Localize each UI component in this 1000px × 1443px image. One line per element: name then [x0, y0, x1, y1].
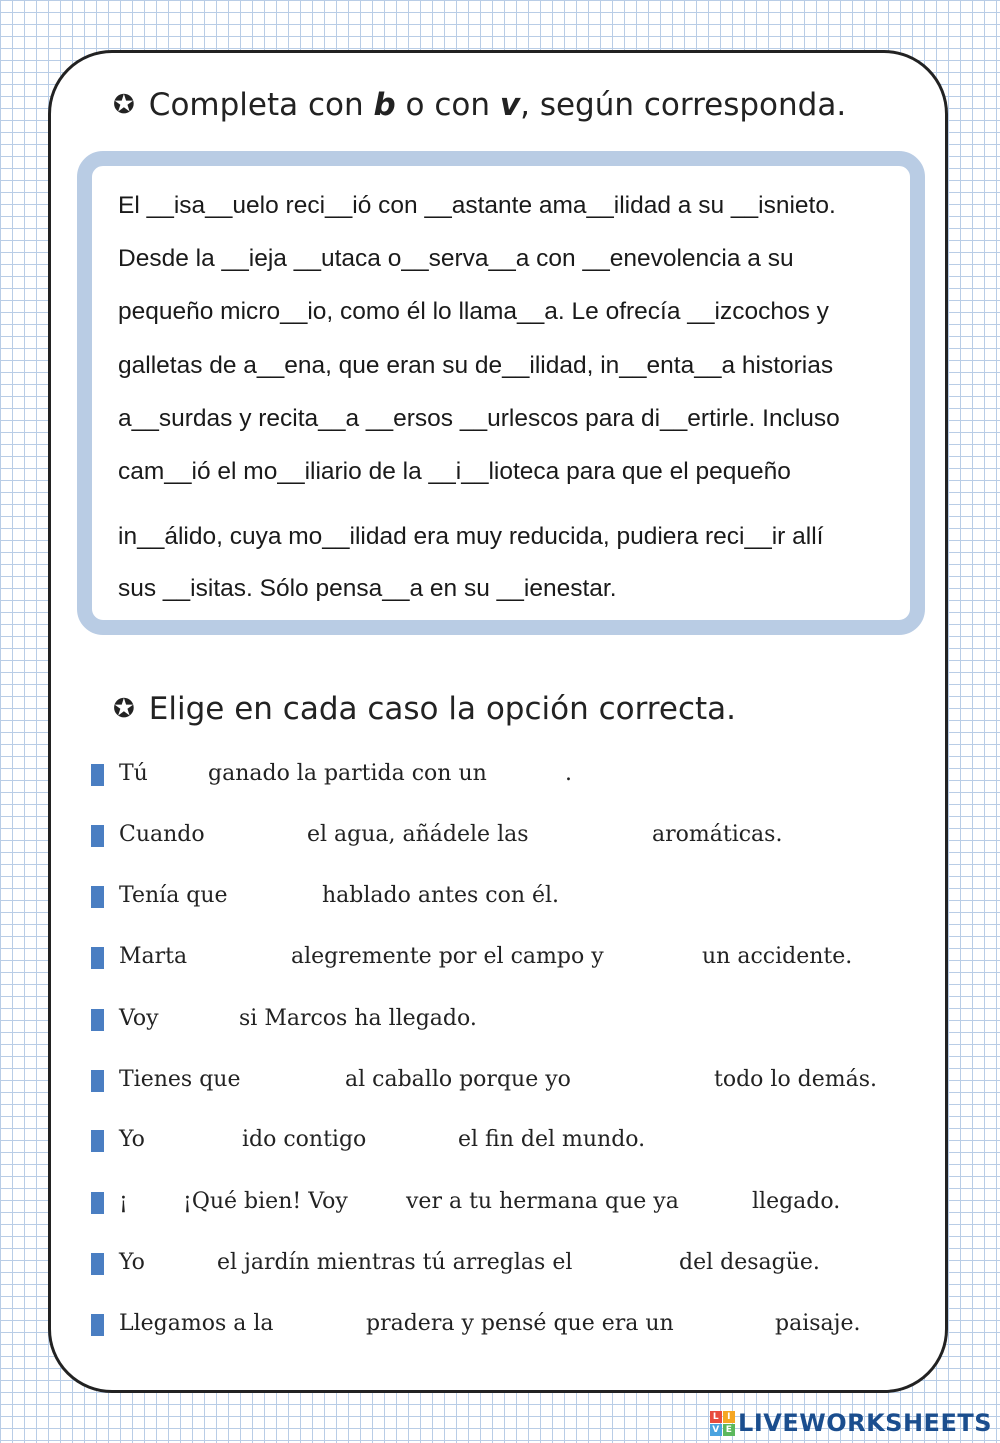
star-icon: ✪	[113, 694, 135, 724]
bullet-marker	[91, 947, 104, 969]
sentence-text: ver a tu hermana que ya	[406, 1189, 679, 1214]
sentence-text: ¡	[119, 1189, 128, 1214]
bullet-marker	[91, 886, 104, 908]
bullet-marker	[91, 1192, 104, 1214]
passage-line: pequeño micro__io, como él lo llama__a. Le ofrecía __izcochos y	[118, 298, 829, 325]
passage-line: in__álido, cuya mo__ilidad era muy reducida, pudiera reci__ir allí	[118, 523, 824, 550]
bullet-marker	[91, 1070, 104, 1092]
passage-line: Desde la __ieja __utaca o__serva__a con __enevolencia a su	[118, 245, 794, 272]
passage-line: galletas de a__ena, que eran su de__ilidad, in__enta__a historias	[118, 352, 834, 379]
sentence-text: aromáticas.	[652, 822, 783, 847]
sentence-text: ¡Qué bien! Voy	[183, 1189, 348, 1214]
liveworksheets-logo-icon	[710, 1411, 735, 1436]
sentence-text: al caballo porque yo	[345, 1067, 571, 1092]
sentence-text: el fin del mundo.	[458, 1127, 646, 1152]
sentence-text: pradera y pensé que era un	[366, 1311, 674, 1336]
worksheet-card	[48, 50, 948, 1393]
sentence-text: Marta	[119, 944, 188, 969]
passage-line: El __isa__uelo reci__ió con __astante ama__ilidad a su __isnieto.	[118, 192, 836, 219]
sentence-text: hablado antes con él.	[322, 883, 560, 908]
passage-box	[77, 151, 925, 635]
sentence-text: Tú	[119, 761, 148, 786]
sentence-text: si Marcos ha llegado.	[239, 1006, 477, 1031]
exercise-1-instruction: ✪ Completa con b o con v, según corresponda.	[113, 87, 847, 123]
bullet-marker	[91, 1130, 104, 1152]
logo-tile: V	[710, 1424, 722, 1436]
bullet-marker	[91, 1009, 104, 1031]
bullet-marker	[91, 825, 104, 847]
sentence-text: Yo	[119, 1127, 145, 1152]
sentence-text: llegado.	[752, 1189, 841, 1214]
passage-line: cam__ió el mo__iliario de la __i__lioteca para que el pequeño	[118, 458, 791, 485]
sentence-text: alegremente por el campo y	[291, 944, 604, 969]
logo-tile: E	[723, 1424, 735, 1436]
sentence-text: Llegamos a la	[119, 1311, 274, 1336]
passage-line: sus __isitas. Sólo pensa__a en su __ienestar.	[118, 575, 617, 602]
sentence-text: Cuando	[119, 822, 205, 847]
sentence-text: Voy	[119, 1006, 159, 1031]
sentence-text: del desagüe.	[679, 1250, 820, 1275]
sentence-text: paisaje.	[775, 1311, 861, 1336]
sentence-text: un accidente.	[702, 944, 853, 969]
sentence-text: Tenía que	[119, 883, 228, 908]
star-icon: ✪	[113, 90, 135, 120]
liveworksheets-logo	[710, 1409, 992, 1437]
logo-tile: I	[723, 1411, 735, 1423]
sentence-text: .	[565, 761, 572, 786]
sentence-text: el jardín mientras tú arreglas el	[217, 1250, 573, 1275]
exercise-2-instruction: ✪ Elige en cada caso la opción correcta.	[113, 691, 736, 727]
sentence-text: Tienes que	[119, 1067, 241, 1092]
bullet-marker	[91, 764, 104, 786]
sentence-text: ido contigo	[242, 1127, 367, 1152]
sentence-text: el agua, añádele las	[307, 822, 529, 847]
bullet-marker	[91, 1253, 104, 1275]
logo-tile: L	[710, 1411, 722, 1423]
passage-line: a__surdas y recita__a __ersos __urlescos para di__ertirle. Incluso	[118, 405, 840, 432]
bullet-marker	[91, 1314, 104, 1336]
sentence-text: todo lo demás.	[714, 1067, 878, 1092]
sentence-text: ganado la partida con un	[208, 761, 487, 786]
sentence-text: Yo	[119, 1250, 145, 1275]
liveworksheets-logo-text: LIVEWORKSHEETS	[738, 1409, 992, 1437]
